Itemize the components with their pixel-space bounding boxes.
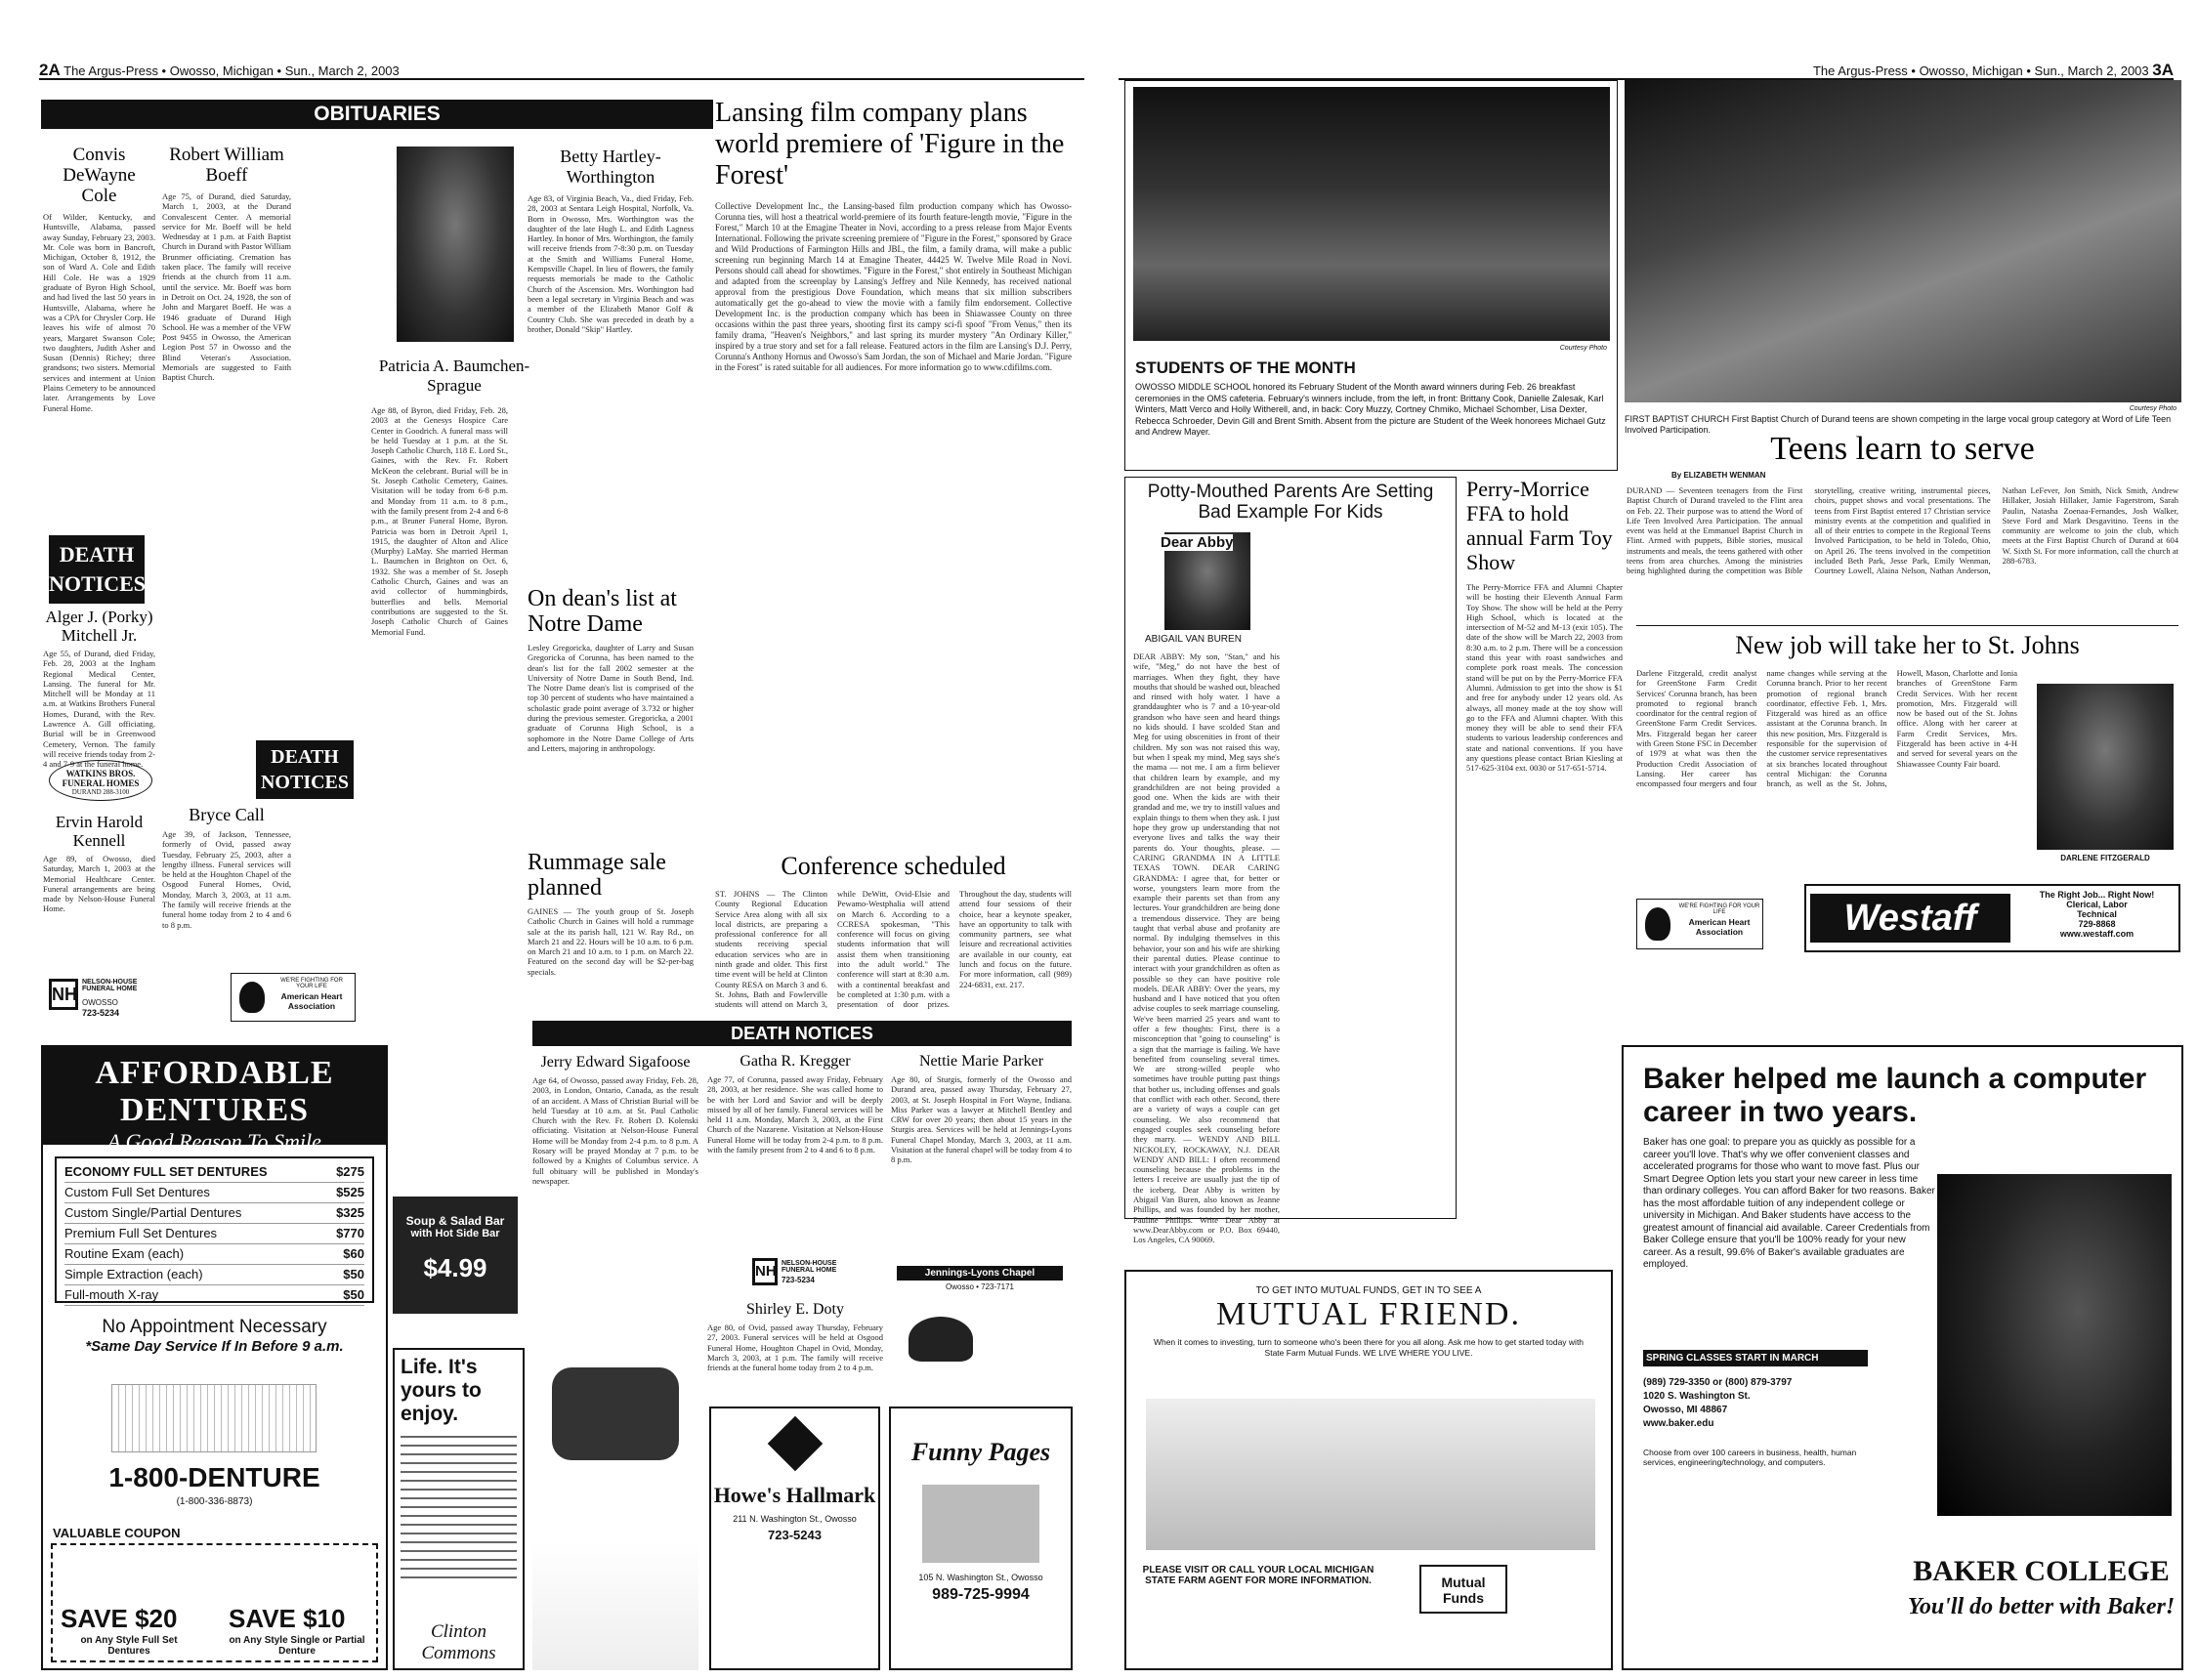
nelson-name: NELSON-HOUSE FUNERAL HOME [782, 1260, 837, 1274]
location-map [111, 1384, 317, 1452]
price-value: $275 [336, 1164, 364, 1179]
mutual-body: When it comes to investing, turn to someone who's been there for you all along. Ask me how to get started today with State Farm Mutual Funds. WE LIVE WHERE YOU LIVE. [1153, 1337, 1585, 1358]
photo-credit: Courtesy Photo [1559, 345, 1607, 352]
dentures-phone: 1-800-DENTURE [108, 1462, 320, 1492]
hallmark-address: 211 N. Washington St., Owosso [733, 1514, 857, 1524]
story-byline: By ELIZABETH WENMAN [1671, 471, 1766, 480]
obituary-body-baumchen: Age 88, of Byron, died Friday, Feb. 28, 2003 at the Genesys Hospice Care Center in Goodrich. A funeral mass will be held Tuesday at 1 p.m. at the St. Joseph Catholic Church, 118 E. Lord St., Gaines, with the Rev. Fr. Robert McKeon the celebrant. Burial will be in St. Joseph Catholic Cemetery, Gaines. Visitation will be today from 6-8 p.m. and Monday from 11 a.m. to 8 p.m., with the family present from 2-4 and 6-8 p.m., at Bruner Funeral Home, Byron. Patricia was born in Detroit April 1, 1915, the daughter of Alton and Alice (Murphy) LaMay. She married Herman L. Baumchen in Brighton on Oct. 6, 1932. She was a member of St. Joseph Catholic Church, Gaines and was an avid collector of hummingbirds, butterflies and bells. Memorial contributions are suggested to the St. Joseph Catholic Church of Gaines Memorial Fund. [371, 405, 508, 637]
notice-body: Age 77, of Corunna, passed away Friday, February 28, 2003, at her residence. She was called home to be with her Lord and Savior and will be deeply missed by all of her family. Funeral services will be held 11 a.m. Monday, March 3, 2003, at the First Church of the Nazarene. Visitation at Nelson-House Funeral Home will be today from 2-4 p.m. to 8 p.m. with the family present from 2 to 4 and 6 to 8 p.m. [707, 1074, 883, 1155]
dentures-tagline: A Good Reason To Smile [107, 1129, 321, 1154]
mutual-friend-ad [1124, 1270, 1613, 1670]
price-row [64, 1224, 364, 1244]
obituary-body: Age 83, of Virginia Beach, Va., died Friday, Feb. 28, 2003 at Sentara Leigh Hospital, Norfolk, Va. Born in Owosso, Mrs. Worthington was the daughter of the late Hugh L. and Edith Lagness Hartley. In honor of Mrs. Worthington, the family will receive friends from 7-8:30 p.m. on Tuesday at the Smith and Williams Funeral Home, Kempsville Chapel. In lieu of flowers, the family requests memorials be made to the Catholic Church of the Ascension. Mrs. Worthington had been a legal secretary in Virginia Beach and was a member of the Elizabeth Manor Golf & Country Club. She was preceded in death by a brother, Donald "Skip" Hartley. [528, 193, 694, 334]
notice-mitchell [43, 608, 155, 776]
abby-label: Dear Abby [1161, 534, 1234, 551]
church-caption: FIRST BAPTIST CHURCH First Baptist Church of Durand teens are shown competing in the large vocal group category at Word of Life Teen Involved Participation. [1625, 414, 2172, 435]
nh-logo-icon: NH [49, 979, 78, 1010]
hallmark-phone: 723-5243 [768, 1528, 822, 1542]
price-value: $50 [343, 1287, 364, 1302]
right-page [1109, 0, 2198, 1680]
price-label: Custom Single/Partial Dentures [64, 1205, 242, 1220]
baker-body: Baker has one goal: to prepare you as quickly as possible for a career you'll love. That's why we offer convenient classes and accelerated programs for those who want to move fast. Plus our Smart Degree Option lets you start your new career in less time than ordinary colleges. You can afford Baker for two reasons. Baker has the most affordable tuition of any independent college or university in Michigan. And Baker students have access to the greatest amount of financial aid available. Career Credentials from Baker College ensure that you'll be 100% ready for your new career. As a result, 99.6% of Baker's available graduates are employed. [1643, 1137, 1935, 1270]
cheese-board-photo [532, 1348, 698, 1670]
nelson-place: OWOSSO [82, 998, 118, 1007]
teens-story [1627, 430, 2178, 632]
obituary-cole [43, 145, 155, 573]
clinton-headline: Life. It's yours to enjoy. [401, 1356, 482, 1425]
dentures-phone-sub: (1-800-336-8873) [176, 1496, 253, 1507]
westaff-web: www.westaff.com [2059, 929, 2135, 939]
watkins-place: DURAND 288-3100 [71, 788, 130, 796]
notice-name: Jerry Edward Sigafoose [540, 1054, 691, 1071]
dentures-price-list [55, 1156, 374, 1303]
price-label: Full-mouth X-ray [64, 1287, 159, 1302]
price-row [64, 1183, 364, 1203]
story-body: The Perry-Morrice FFA and Alumni Chapter will be hosting their Eleventh Annual Farm Toy Show. The show will be held at the Perry High School, which is located at the intersection of M-52 and M-13 (exit 105). The date of the show will be March 22, 2003 from 8:30 a.m. to 2 p.m. There will be a concession stand this year with roast sandwiches and complete pork roast meals. The concession stand will be put on by the Perry-Morrice FFA Alumni. Admission to get into the show is $1 and free for anybody under 12 years old. As always, all money made at the toy show will go to the FFA and Alumni chapter. With this money they will be able to send their FFA students to various leadership conferences and state and national conventions. If you have any questions please contact Brian Kiesling at 517-625-3104 ext. 0030 or 517-651-5714. [1466, 582, 1623, 774]
mutual-big: MUTUAL FRIEND. [1216, 1296, 1521, 1332]
price-row [64, 1203, 364, 1224]
notice-body: Age 64, of Owosso, passed away Friday, Feb. 28, 2003, in London, Ontario, Canada, as the result of an accident. A Mass of Christian Burial will be held Tuesday at 10 a.m. at St. Paul Catholic Church with the Rev. Fr. Robert D. Kolenski officiating. Visitation at Nelson-House Funeral Home will be Monday from 2-4 p.m. to 8 p.m. A Rosary will be prayed Monday at 7 p.m. to be followed by a Knights of Columbus service. A full obituary will be published in Monday's newspaper. [532, 1075, 698, 1186]
baker-choose: Choose from over 100 careers in business, health, human services, engineering/technology, and computers. [1643, 1448, 1857, 1467]
jennings-ad [897, 1266, 1063, 1305]
death-notices-label: DEATH NOTICES [49, 535, 145, 604]
obituary-body: Age 75, of Durand, died Saturday, March 1, 2003, at the Durand Convalescent Center. A memorial service for Mr. Boeff will be held Wednesday at 1 p.m. at Faith Baptist Church in Durand with Pastor William Brunmer officiating. Cremation has taken place. The family will receive friends at the church from 11 a.m. until the service. Mr. Boeff was born in Detroit on Oct. 24, 1928, the son of John and Margaret Boeff. He was a 1946 graduate of Durand High School. He was a member of the VFW Post 9455 in Owosso, the American Legion Post 57 in Owosso and the Blind Veteran's Association. Memorials are suggested to Faith Baptist Church. [162, 191, 291, 383]
obituary-baumchen [361, 357, 547, 396]
nh-logo-icon: NH [752, 1258, 778, 1285]
baker-college-ad [1622, 1045, 2183, 1670]
notice-parker [891, 1053, 1072, 1236]
notice-kennell [43, 813, 155, 934]
hallmark-name: Howe's Hallmark [713, 1483, 876, 1507]
cheese-photo [552, 1367, 679, 1460]
westaff-l3: Technical [2077, 909, 2117, 919]
mutual-photo [1146, 1399, 1595, 1550]
price-value: $525 [336, 1185, 364, 1199]
abby-headline: Potty-Mouthed Parents Are Setting Bad Example For Kids [1147, 482, 1434, 523]
notice-body: Age 55, of Durand, died Friday, Feb. 28, 2003 at the Ingham Regional Medical Center, Lansing. The funeral for Mr. Mitchell will be Monday at 11 a.m. at Watkins Brothers Funeral Homes, Durand, with the Rev. Lawrence A. Gill officiating. Burial will be in Greenwood Cemetery, Vernon. The family will receive friends today from 2-4 and 7-9 at the funeral home. [43, 649, 155, 770]
funny-pages-art [922, 1485, 1039, 1563]
story-body: Lesley Gregoricka, daughter of Larry and Susan Gregoricka of Corunna, has been named to the dean's list for the fall 2002 semester at the University of Notre Dame in South Bend, Ind. The Notre Dame dean's list is comprised of the top 30 percent of students who have maintained a scholastic grade point average of 3.732 or higher during the previous semester. Gregoricka, a 2001 graduate of Corunna High School, is a sophomore in the Notre Dame College of Arts and Letters, majoring in anthropology. [528, 643, 694, 753]
left-page [0, 0, 1089, 1680]
westaff-l1: The Right Job... Right Now! [2039, 890, 2155, 900]
notice-body: Age 80, of Sturgis, formerly of the Owosso and Durand area, passed away Thursday, February 27, 2003, at St. Joseph Hospital in Fort Wayne, Indiana. Miss Parker was a lawyer at Mitchell Bentley and CRW for over 20 years; then about 15 years in the Sturgis area. Services will be held at Jennings-Lyons Funeral Chapel Monday, March 3, 2003, at 11 a.m. Visitation at the funeral chapel will be today from 4 to 8 p.m. [891, 1074, 1072, 1165]
price-label: Routine Exam (each) [64, 1246, 185, 1261]
notice-body: Age 39, of Jackson, Tennessee, formerly of Ovid, passed away Tuesday, February 25, 2003, after a lengthy illness. Funeral services will be held at the Houghton Chapel of the Osgood Funeral Homes, Ovid, Monday, March 3, 2003, at 11 a.m. The family will receive friends at the funeral home today from 2 to 4 and 6 to 8 p.m. [162, 829, 291, 930]
dentures-ad [41, 1045, 388, 1670]
heart-line: WE'RE FIGHTING FOR YOUR LIFE [1678, 903, 1760, 915]
page-header [1119, 61, 2174, 80]
soup-price: $4.99 [423, 1253, 487, 1282]
price-label: ECONOMY FULL SET DENTURES [64, 1164, 268, 1179]
coupon-box[interactable] [51, 1543, 378, 1662]
baker-college-name: BAKER COLLEGE [1913, 1555, 2170, 1587]
nelson-phone: 723-5234 [82, 1008, 120, 1018]
baker-addr2: Owosso, MI 48867 [1643, 1405, 1728, 1415]
price-value: $60 [343, 1246, 364, 1261]
story-body: Darlene Fitzgerald, credit analyst for GreenStone Farm Credit Services' Corunna branch, has been promoted to regional branch coordinator for the central region of GreenStone Farm Credit Services. Mrs. Fitzgerald began her career with Green Stone FSC in December of 1979 at what was then the Production Credit Association of Lansing. Her career has encompassed four mergers and four name changes while serving at the Corunna branch. Prior to her recent promotion of regional branch coordinator, effective Feb. 1, Mrs. Fitzgerald was hired as an office assistant at the Corunna branch. In this new position, Mrs. Fitzgerald is responsible for the supervision of the customer service representatives at six branches located throughout central Michigan: the Corunna branch, as well as the St. Johns, Howell, Mason, Charlotte and Ionia branches of GreenStone Farm Credit Services. With her recent promotion, Mrs. Fitzgerald will now be based out of the St. Johns office. Along with her career at Farm Credit Services, Mrs. Fitzgerald has been active in 4-H and served for several years on the Shiawassee County Fair board. [1636, 668, 2017, 789]
crown-icon [767, 1416, 823, 1472]
westaff-text [2016, 890, 2177, 939]
obituary-name: Convis DeWayne Cole [63, 145, 136, 206]
obituary-name: Patricia A. Baumchen-Sprague [378, 357, 530, 395]
obituary-body: Of Wilder, Kentucky, and Huntsville, Alabama, passed away Sunday, February 23, 2003. Mr. Cole was born in Bancroft, Michigan, October 8, 1912, the son of Ward A. Cole and Edith Hill Cole. He was a 1929 graduate of Byron High School, and had lived the last 50 years in Huntsville, Alabama, where he was a CPA for Chrysler Corp. He leaves his wife of almost 70 years, Margaret Swanson Cole; two daughters, Judith Asher and Susan (Dennis) Richey; three grandsons; two sisters. Memorial services and interment at Union Plains Cemetery to be announced later. Arrangements by Love Funeral Home. [43, 212, 155, 413]
ffa-story [1466, 477, 1623, 1188]
page-folio: 3A [2152, 61, 2174, 79]
photo-credit: Courtesy Photo [2129, 405, 2177, 412]
heart-torch-icon [239, 982, 265, 1013]
price-label: Custom Full Set Dentures [64, 1185, 210, 1199]
story-headline: Conference scheduled [781, 852, 1006, 880]
watkins-name: WATKINS BROS. FUNERAL HOMES [62, 769, 140, 788]
divider [1636, 625, 2178, 626]
baker-addr1: 1020 S. Washington St. [1643, 1391, 1751, 1402]
heart-ad [1636, 899, 1763, 949]
funny-name: Funny Pages [910, 1438, 1051, 1466]
death-notices-bar: DEATH NOTICES [532, 1021, 1072, 1046]
clinton-brand: Clinton Commons [421, 1621, 496, 1663]
rummage-story [528, 850, 694, 1024]
funny-address: 105 N. Washington St., Owosso [918, 1573, 1043, 1582]
story-headline: Perry-Morrice FFA to hold annual Farm Toy Show [1466, 477, 1613, 574]
page-folio: 2A [39, 61, 61, 79]
students-photo [1133, 87, 1610, 341]
heart-name: American Heart Association [280, 991, 343, 1011]
abby-body-right [1291, 532, 1448, 1211]
notice-sigafoose [532, 1053, 698, 1276]
death-notices-label-2: DEATH NOTICES [256, 740, 354, 799]
clinton-commons-ad [393, 1348, 525, 1670]
notice-name: Ervin Harold Kennell [55, 813, 144, 850]
clinton-text-lines [401, 1436, 517, 1582]
story-headline: Rummage sale planned [528, 850, 666, 901]
story-body: Collective Development Inc., the Lansing-based film production company which has Owosso-Corunna ties, will host a theatrical world-premiere of its fourth feature-length movie, "Figure in the Forest," March 10 at the Emagine Theater in Novi, according to a press release from Major Events International. Following the private screening premiere of "Figure in the Forest," sponsored by Grace and Wild Productions of Farmington Hills and JBL, the film, a family drama, will make a public screening run beginning March 14 at Emagine Theater, 44425 W. Twelve Mile Road in Novi. Persons should call ahead for showtimes. "Figure in the Forest," shot entirely in Southeast Michigan and adapted from the screenplay by Lansing's Jeffrey and Nile Kennedy, has received national approval from the prestigious Dove Foundation, which means that six million subscribers automatically get the go-ahead to view the movie with a family film endorsement. Collective Development Inc. is the production company which has been in Shiawassee County on three occasions within the past three years, shooting first its campy sci-fi spoof "From Venus," then its family drama, "Heaven's Neighbors," and last spring its murder mystery "An Ordinary Killer," inspired by a true story and set for a fall release. Featured actors in the film are Lansing's D.J. Perry, Corunna's Anthony Hornus and Owosso's Sam Jordan, the son of Michael and Marie Jordan. "Figure in the Forest" is rated suitable for all audiences. For more information go to www.cdifilms.com. [715, 201, 1072, 372]
notice-name: Shirley E. Doty [746, 1301, 844, 1318]
hallmark-ad [709, 1407, 880, 1670]
price-row [64, 1244, 364, 1265]
price-label: Simple Extraction (each) [64, 1267, 203, 1281]
header-line: The Argus-Press • Owosso, Michigan • Sun., March 2, 2003 [1812, 63, 2149, 78]
jennings-phone: Owosso • 723-7171 [946, 1282, 1014, 1291]
baker-slogan: You'll do better with Baker! [1907, 1594, 2176, 1619]
story-body: ST. JOHNS — The Clinton County Regional Education Service Area along with all six local districts, are preparing a professional conference for all students receiving special education services who are in ninth grade and older. This first time event will be held at Clinton County RESA on March 3 and 6. St. Johns, Bath and Fowlerville students will attend on March 3, while DeWitt, Ovid-Elsie and Pewamo-Westphalia will attend on March 6. According to a CCRESA spokesman, "This conference will focus on giving students information that will assist them when transitioning into the adult world." The conference will start at 8:30 a.m. with a continental breakfast and be completed at 1:30 p.m. with a presentation of door prizes. Throughout the day, students will attend four sessions of their choice, hear a keynote speaker, have an opportunity to talk with community partners, see what leisure and recreational activities are available in our county, eat lunch and focus on the future. For more information, call (989) 224-6831, ext. 217. [715, 889, 1072, 1010]
baker-headline: Baker helped me launch a computer career in two years. [1643, 1063, 2147, 1128]
westaff-logo: Westaff [1810, 894, 2010, 943]
fitzgerald-caption: DARLENE FITZGERALD [2060, 854, 2150, 862]
obituary-boeff [162, 145, 291, 748]
conference-story [715, 852, 1072, 1033]
nelson-ad [49, 977, 156, 1022]
page-header [39, 61, 1084, 80]
heart-torch-icon [1645, 907, 1670, 941]
baker-web: www.baker.edu [1643, 1418, 1714, 1429]
dear-abby-column [1124, 477, 1457, 1245]
nelson-name: NELSON-HOUSE FUNERAL HOME [82, 979, 138, 992]
price-value: $50 [343, 1267, 364, 1281]
dentures-title: AFFORDABLE DENTURES [95, 1055, 334, 1128]
coupon-save-10: SAVE $10 [229, 1604, 346, 1633]
baker-spring: SPRING CLASSES START IN MARCH [1643, 1350, 1868, 1366]
mutual-bottom: PLEASE VISIT OR CALL YOUR LOCAL MICHIGAN STATE FARM AGENT FOR MORE INFORMATION. [1142, 1565, 1374, 1586]
baker-phone: (989) 729-3350 or (800) 879-3797 [1643, 1377, 1793, 1388]
story-headline: On dean's list at Notre Dame [528, 586, 677, 637]
header-line: The Argus-Press • Owosso, Michigan • Sun., March 2, 2003 [63, 63, 400, 78]
students-of-month-box [1124, 80, 1618, 471]
heart-ad [231, 973, 356, 1022]
baker-photo [1937, 1174, 2172, 1516]
story-headline: Teens learn to serve [1770, 431, 2035, 467]
story-headline: New job will take her to St. Johns [1735, 631, 2080, 659]
westaff-l2: Clerical, Labor [2066, 900, 2128, 909]
lansing-film-story [715, 98, 1072, 851]
notice-name: Gatha R. Kregger [740, 1053, 851, 1070]
notice-body: Age 89, of Owosso, died Saturday, March 1, 2003 at the Memorial Healthcare Center. Funeral arrangements are being made by Nelson-House Funeral Home. [43, 854, 155, 914]
church-photo [1625, 80, 2181, 402]
price-value: $770 [336, 1226, 364, 1240]
deans-list-story [528, 586, 694, 853]
no-appointment: No Appointment Necessary [102, 1317, 327, 1337]
dentures-banner [43, 1047, 386, 1154]
price-label: Premium Full Set Dentures [64, 1226, 218, 1240]
price-value: $325 [336, 1205, 364, 1220]
coupon-save-20-sub: on Any Style Full Set Dentures [80, 1635, 178, 1657]
westaff-ad [1804, 884, 2180, 952]
price-row [64, 1285, 364, 1306]
notice-doty [707, 1301, 883, 1410]
notice-call [162, 805, 291, 961]
soup-sub: with Hot Side Bar [410, 1228, 500, 1239]
price-row [64, 1162, 364, 1183]
nelson-phone: 723-5234 [782, 1276, 815, 1284]
coupon-label: VALUABLE COUPON [53, 1526, 181, 1540]
watkins-logo [49, 760, 152, 801]
price-row [64, 1265, 364, 1285]
same-day: *Same Day Service If In Before 9 a.m. [85, 1338, 344, 1355]
obituary-worthington [528, 147, 694, 584]
section-title: OBITUARIES [41, 100, 713, 129]
coupon-save-20: SAVE $20 [61, 1604, 178, 1633]
heart-line: WE'RE FIGHTING FOR YOUR LIFE [280, 978, 343, 989]
mutual-logo: Mutual Funds [1419, 1565, 1507, 1614]
obituary-name: Robert William Boeff [169, 145, 284, 186]
jennings-name: Jennings-Lyons Chapel [897, 1266, 1063, 1281]
westaff-phone: 729-8868 [2078, 919, 2116, 929]
notice-name: Alger J. (Porky) Mitchell Jr. [45, 608, 153, 645]
soup-salad-ad [393, 1197, 518, 1314]
funny-pages-ad [889, 1407, 1073, 1670]
story-body: GAINES — The youth group of St. Joseph Catholic Church in Gaines will hold a rummage sale at the its parish hall, 121 W. Ray Rd., on March 21 and 22. Hours will be 10 a.m. to 6 p.m. on March 21 and 10 a.m. to 1 p.m. on March 22. Featured on the second day will be $2-per-bag specials. [528, 906, 694, 977]
funny-phone: 989-725-9994 [932, 1586, 1030, 1603]
heart-name: American Heart Association [1688, 917, 1751, 937]
notice-kregger [707, 1053, 883, 1231]
obituary-photo [397, 147, 514, 342]
disney-truck-icon [909, 1317, 973, 1362]
soup-title: Soup & Salad Bar [405, 1214, 505, 1228]
notice-name: Bryce Call [189, 805, 265, 824]
page-gutter [1089, 0, 1109, 1680]
obituary-name: Betty Hartley-Worthington [560, 147, 661, 187]
students-caption: OWOSSO MIDDLE SCHOOL honored its February Student of the Month award winners during Feb. 26 breakfast ceremonies in the OMS cafeteria. February's winners include, from the left, in front: Brittany Cook, Danielle Zalesak, Karl Winters, Matt Verco and Holly Witherell, and, in back: Cory Muzzy, Cortney Chmiko, Michael Schomber, Lisa Dexter, Rebecca Schroeder, Devin Gill and Brent Smith. Absent from the picture are Student of the Week honorees Michael Gutz and Andrew Mayer. [1135, 382, 1606, 437]
mutual-top: TO GET INTO MUTUAL FUNDS, GET IN TO SEE A [1255, 1285, 1482, 1296]
coupon-save-10-sub: on Any Style Single or Partial Denture [229, 1635, 365, 1657]
abby-body-left: DEAR ABBY: My son, "Stan," and his wife, "Meg," do not have the best of marriages. When they fight, they have mouths that should be washed out, bleached and rinsed with holy water. I have a granddaughter who is 7 and a 10-year-old grandson who have seen and heard things no kids should. I have scolded Stan and Meg for using obscenities in front of their children. My son was not raised this way, but when I speak my mind, Meg says she's the mama — not me. I am a firm believer that children learn by example, and my grandchildren are not being provided a good one. When the kids are with their grandad and me, we try to instill values and explain things to them when they ask. I just hope they grow up understanding that not everyone lives and talks the way their parents do. Your thoughts, please. — CARING GRANDMA IN A LITTLE TEXAS TOWN. DEAR CARING GRANDMA: I agree that, for better or worse, youngsters learn more from the example their parents set than from any lectures. Your grandchildren are being done a tremendous disservice. They are being taught that verbal abuse and profanity are normal. By indulging themselves in this behavior, your son and his wife are shirking their parental duties. Please continue to interact with your grandchildren as often as possible so they can have positive role models. DEAR ABBY: Over the years, my husband and I have noticed that you often advise couples to seek marriage counseling. We've been married 25 years and want to offer a few thoughts: First, there is a misconception that "going to counseling" is a sign that the marriage is failing. We have benefited from counseling several times. We are strong-willed people who sometimes have trouble putting past things that bother us, including offenses and goals that conflict with each other. Second, there are a variety of ways a couple can get counseling. We also recommend that engaged couples seek counseling before they marry. — WENDY AND BILL NICKOLEY, ROCKAWAY, N.J. DEAR WENDY AND BILL: I often recommend counseling because the problems in the letters I receive are usually just the tip of the iceberg. Dear Abby is written by Abigail Van Buren, also known as Jeanne Phillips, and was founded by her mother, Pauline Phillips. Write Dear Abby at www.DearAbby.com or P.O. Box 69440, Los Angeles, CA 90069. [1133, 651, 1280, 1245]
story-body: DURAND — Seventeen teenagers from the First Baptist Church of Durand traveled to the Flint area on Feb. 22. Their purpose was to attend the Word of Life Teen Involved Area Participation. The annual event was held at the Emmanuel Baptist Church in Flint. Armed with puppets, Bible stories, musical instruments and meals, the teens gathered with other teens from area churches. Among the ministries being highlighted during the competition was Bible storytelling, creative writing, instrumental pieces, choirs, puppet shows and vocal presentations. The teens from First Baptist entered 17 Christian service ministry events at the competition and qualified in all of their entries to compete in the Regional Teens Involved Participation, to be held in Toledo, Ohio, on April 26. The teens involved in the competition included Beth Park, Jesse Park, Emily Wenman, Courtney Lowell, Alaina Nelson, Nathan Anderson, Nathan LeFever, Jon Smith, Nick Smith, Andrew Hillaker, Josiah Hillaker, Jamie Fagerstrom, Sarah Paulin, Natasha Zoenaa-Fernandes, Josh Walker, Steve Ford and Mark Desgavitino. Teens in the community are welcome to join the club, which meets at the First Baptist Church of Durand at 604 W. Sixth St. For more information, call the church at 288-6783. [1627, 485, 2178, 576]
notice-body: Age 80, of Ovid, passed away Thursday, February 27, 2003. Funeral services will be held at Osgood Funeral Home, Houghton Chapel in Ovid, Monday, March 3, 2003, at 1 p.m. The family will receive friends at the funeral home today from 2 to 4 p.m. [707, 1323, 883, 1373]
nelson-ad-2 [752, 1258, 869, 1291]
story-headline: Lansing film company plans world premiere of 'Figure in the Forest' [715, 98, 1065, 190]
students-title: STUDENTS OF THE MONTH [1135, 358, 1356, 377]
notice-name: Nettie Marie Parker [918, 1053, 1044, 1070]
fitzgerald-photo [2037, 684, 2174, 850]
abby-byline: ABIGAIL VAN BUREN [1145, 634, 1242, 645]
